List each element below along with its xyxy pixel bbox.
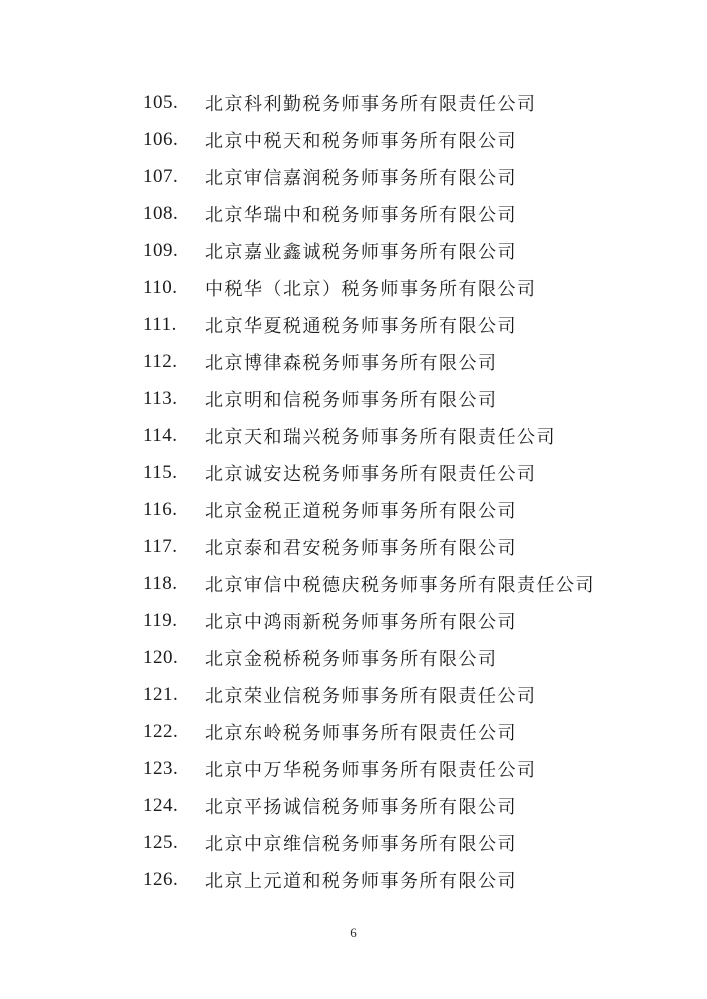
list-item: [143, 491, 677, 528]
page-number: 6: [350, 925, 357, 940]
list-item-number: 126.: [143, 868, 179, 890]
list-item-name: 北京平扬诚信税务师事务所有限公司: [205, 796, 517, 817]
list-item-name: 北京中万华税务师事务所有限责任公司: [205, 759, 537, 780]
list-item: [143, 84, 677, 121]
list-item: [143, 454, 677, 491]
list-item-name: 北京上元道和税务师事务所有限公司: [205, 870, 517, 891]
list-item-name: 北京博律森税务师事务所有限公司: [205, 352, 498, 373]
list-item-number: 115.: [143, 461, 178, 483]
firm-list: [143, 84, 677, 898]
list-item-name: 北京金税桥税务师事务所有限公司: [205, 648, 498, 669]
list-item-name: 北京荣业信税务师事务所有限责任公司: [205, 685, 537, 706]
list-item-number: 109.: [143, 239, 179, 261]
list-item: [143, 750, 677, 787]
list-item-number: 123.: [143, 757, 179, 779]
list-item: [143, 639, 677, 676]
list-item-number: 125.: [143, 831, 179, 853]
list-item: [143, 565, 677, 602]
list-item-number: 113.: [143, 387, 178, 409]
list-item: [143, 417, 677, 454]
list-item: [143, 787, 677, 824]
list-item-number: 110.: [143, 276, 178, 298]
list-item: [143, 861, 677, 898]
list-item-number: 107.: [143, 165, 179, 187]
list-item-name: 北京华夏税通税务师事务所有限公司: [205, 315, 517, 336]
list-item: [143, 232, 677, 269]
list-item-name: 北京中京维信税务师事务所有限公司: [205, 833, 517, 854]
list-item-name: 北京科利勤税务师事务所有限责任公司: [205, 93, 537, 114]
list-item: [143, 343, 677, 380]
list-item: [143, 195, 677, 232]
list-item-number: 121.: [143, 683, 179, 705]
list-item-name: 北京诚安达税务师事务所有限责任公司: [205, 463, 537, 484]
list-item-number: 114.: [143, 424, 178, 446]
list-item-name: 北京审信中税德庆税务师事务所有限责任公司: [205, 574, 595, 595]
list-item-number: 111.: [143, 313, 177, 335]
list-item-number: 105.: [143, 91, 179, 113]
list-item-number: 112.: [143, 350, 178, 372]
list-item-name: 北京明和信税务师事务所有限公司: [205, 389, 498, 410]
list-item: [143, 676, 677, 713]
list-item-name: 北京天和瑞兴税务师事务所有限责任公司: [205, 426, 556, 447]
list-item-number: 124.: [143, 794, 179, 816]
list-item: [143, 528, 677, 565]
list-item-number: 120.: [143, 646, 179, 668]
list-item-name: 中税华（北京）税务师事务所有限公司: [205, 278, 537, 299]
list-item-number: 106.: [143, 128, 179, 150]
list-item-number: 108.: [143, 202, 179, 224]
list-item-name: 北京华瑞中和税务师事务所有限公司: [205, 204, 517, 225]
list-item-number: 116.: [143, 498, 178, 520]
list-item-name: 北京金税正道税务师事务所有限公司: [205, 500, 517, 521]
list-item-name: 北京东岭税务师事务所有限责任公司: [205, 722, 517, 743]
list-item-number: 122.: [143, 720, 179, 742]
list-item: [143, 158, 677, 195]
list-item-name: 北京泰和君安税务师事务所有限公司: [205, 537, 517, 558]
list-item: [143, 306, 677, 343]
list-item-name: 北京审信嘉润税务师事务所有限公司: [205, 167, 517, 188]
list-item-number: 119.: [143, 609, 178, 631]
list-item-number: 117.: [143, 535, 178, 557]
list-item: [143, 121, 677, 158]
list-item-name: 北京中税天和税务师事务所有限公司: [205, 130, 517, 151]
list-item: [143, 269, 677, 306]
list-item: [143, 602, 677, 639]
list-item: [143, 713, 677, 750]
list-item-number: 118.: [143, 572, 178, 594]
list-item-name: 北京中鸿雨新税务师事务所有限公司: [205, 611, 517, 632]
list-item: [143, 380, 677, 417]
list-item: [143, 824, 677, 861]
list-item-name: 北京嘉业鑫诚税务师事务所有限公司: [205, 241, 517, 262]
